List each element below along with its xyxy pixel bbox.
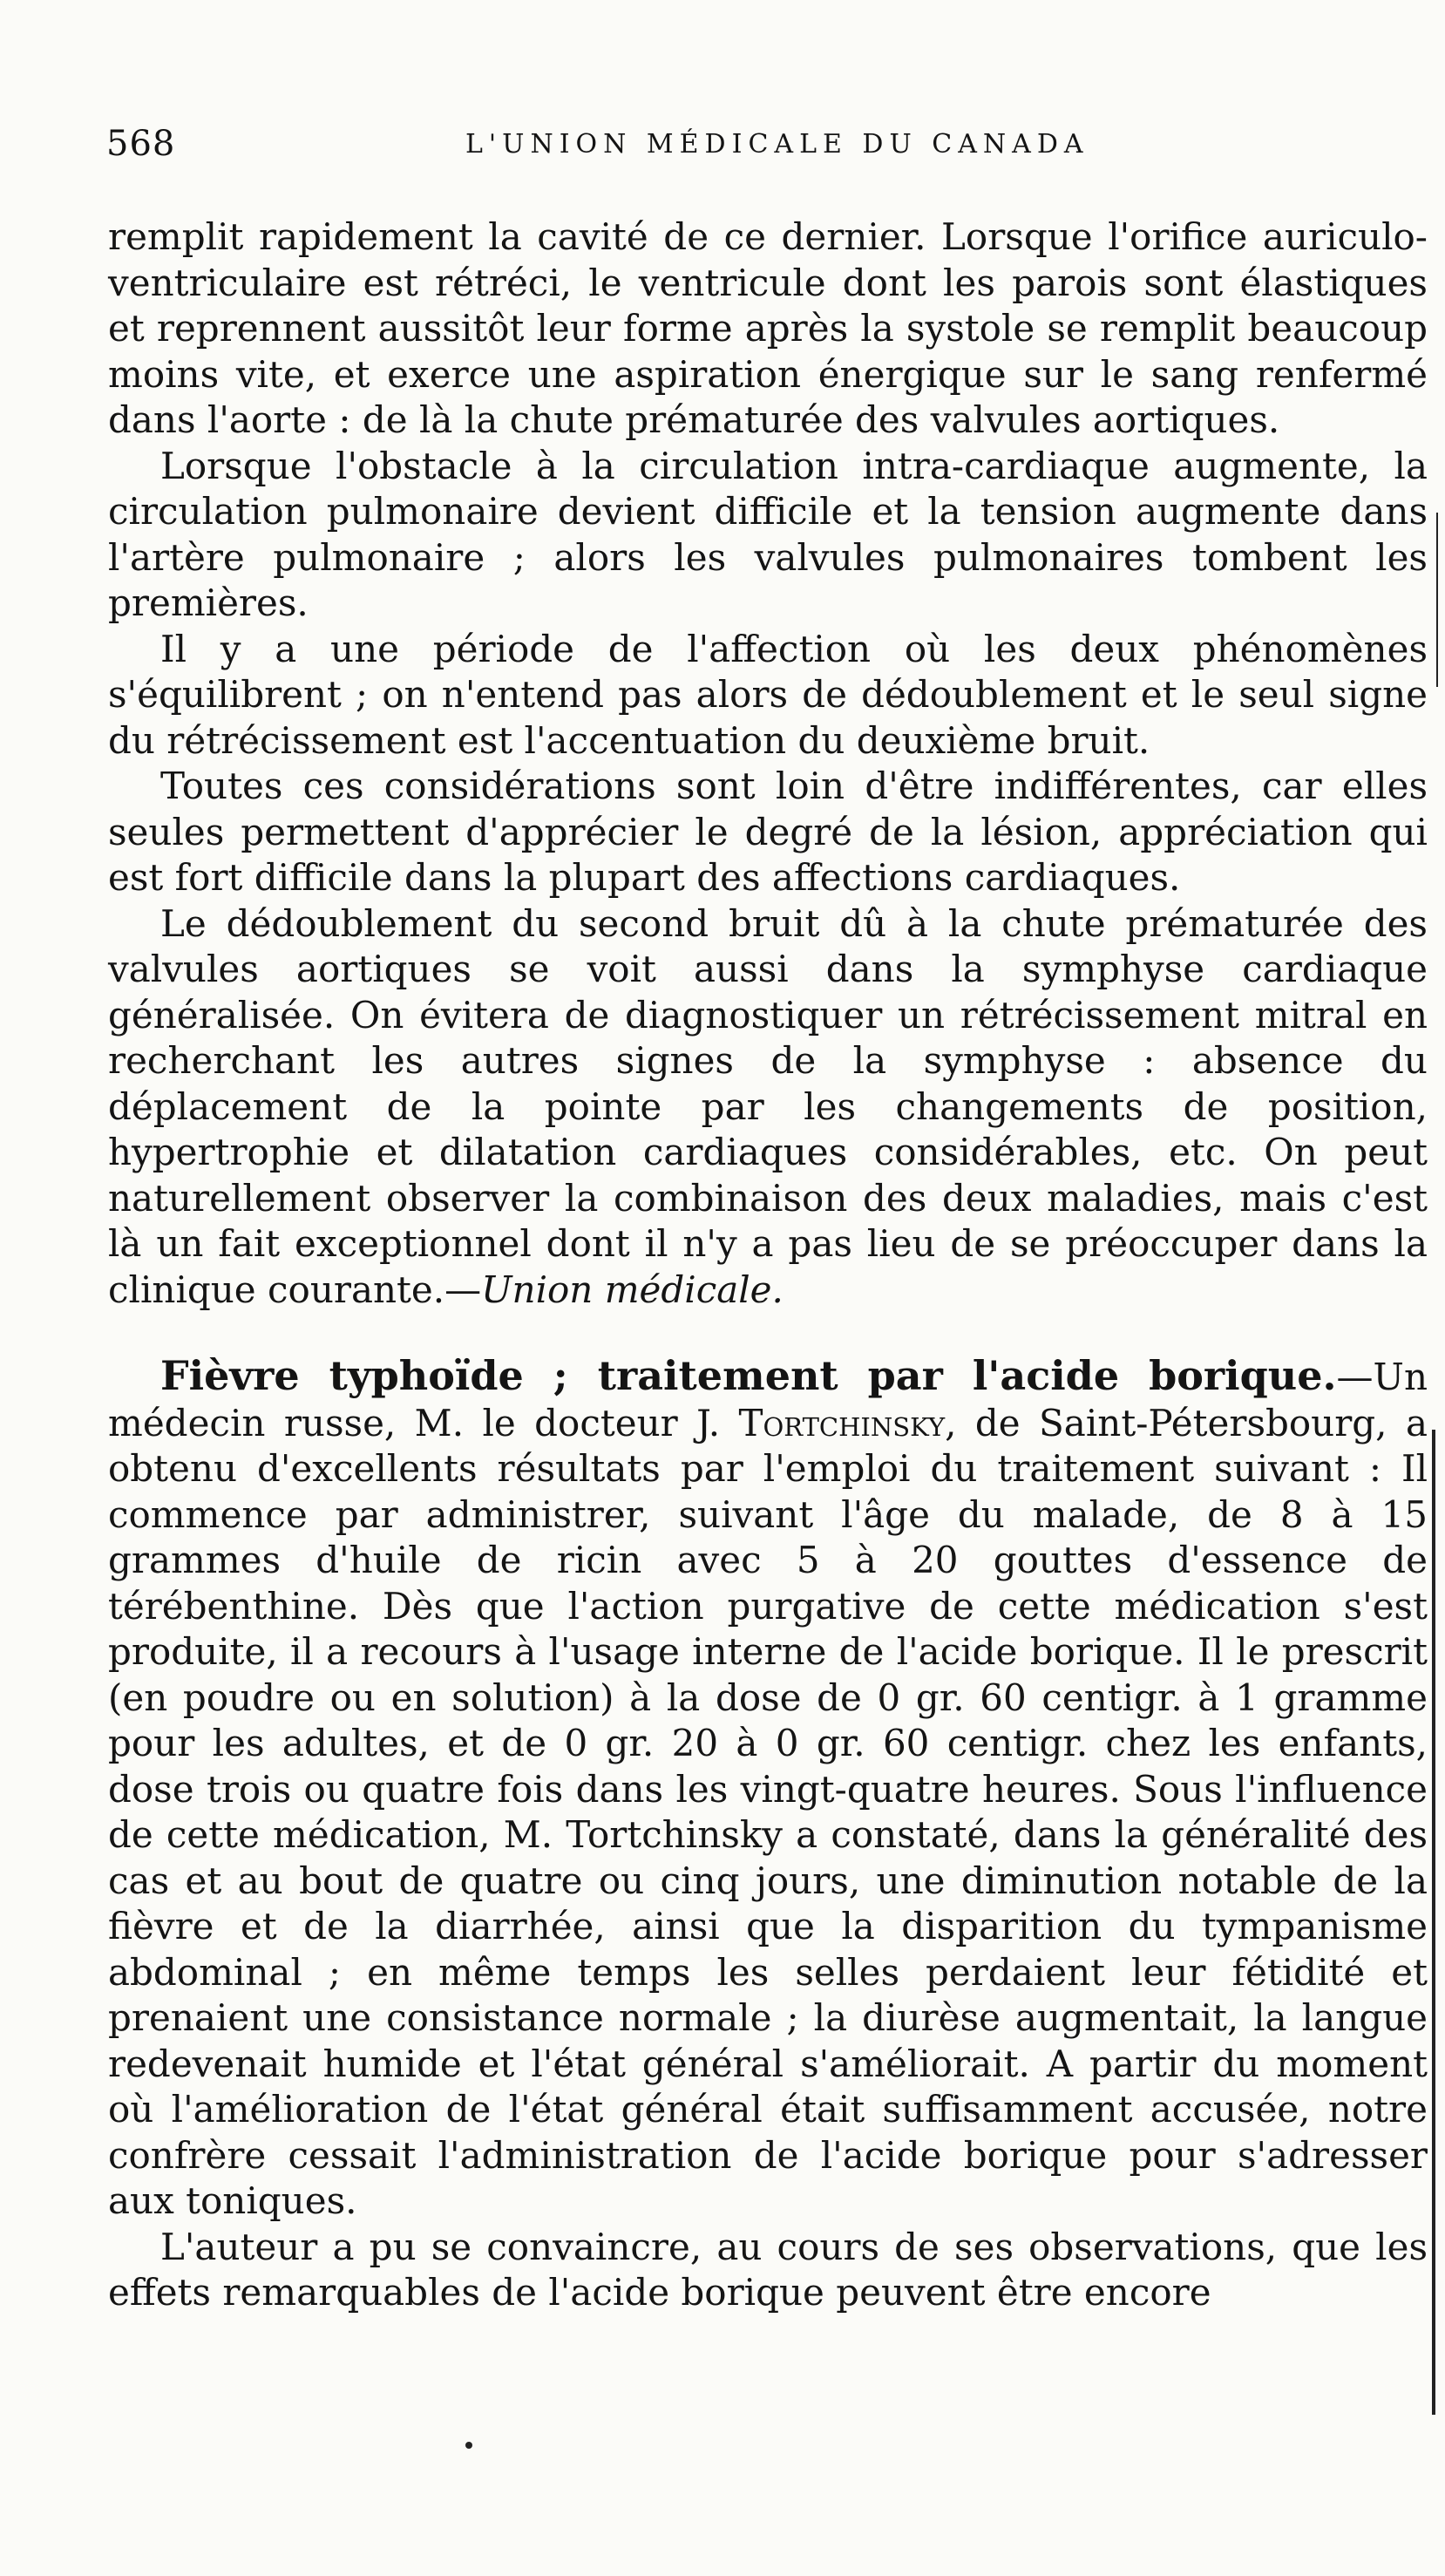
paragraph-2: Lorsque l'obstacle à la circulation intra-cardiaque augmente, la circulation pulmonaire devient difficile et la tension augmente dans l'artère pulmonaire ; alors les valvules pulmonaires tombent les premières. bbox=[108, 444, 1428, 624]
margin-rule-upper bbox=[1436, 513, 1438, 687]
ink-speck bbox=[465, 2442, 472, 2449]
author-name: Tortchinsky bbox=[738, 1401, 946, 1444]
paragraph-5-text: Le dédoublement du second bruit dû à la chute prématurée des valvules aortiques se voit aussi dans la symphyse cardiaque généralisée. On évitera de diagnostiquer un rétrécissement mitral en recherchant les autres signes de la symphyse : absence du déplacement de la pointe par les changements de position, hypertrophie et dilatation cardiaques considérables, etc. On peut naturellement observer la combinaison des deux maladies, mais c'est là un fait exceptionnel dont il n'y a pas lieu de se préoccuper dans la clinique courante.— bbox=[108, 901, 1428, 1311]
running-title: L'UNION MÉDICALE DU CANADA bbox=[465, 129, 1089, 160]
paragraph-3: Il y a une période de l'affection où les deux phénomènes s'équilibrent ; on n'entend pas alors de dédoublement et le seul signe du rétrécissement est l'accentuation du deuxième bruit. bbox=[108, 627, 1428, 762]
article-intro: —Un médecin russe, M. le docteur J. bbox=[108, 1356, 1428, 1444]
page-header bbox=[106, 124, 1431, 176]
article-paragraph-1-text: , de Saint-Pétersbourg, a obtenu d'excellents résultats par l'emploi du traitement suivant : Il commence par administrer, suivant l'âge du malade, de 8 à 15 grammes d'huile de ricin avec 5 à 20 gouttes d'essence de térébenthine. Dès que l'action purgative de cette médication s'est produite, il a recours à l'usage interne de l'acide borique. Il le prescrit (en poudre ou en solution) à la dose de 0 gr. 60 centigr. à 1 gramme pour les adultes, et de 0 gr. 20 à 0 gr. 60 centigr. chez les enfants, dose trois ou quatre fois dans les vingt-quatre heures. Sous l'influence de cette médication, M. Tortchinsky a constaté, dans la généralité des cas et au bout de quatre ou cinq jours, une diminution notable de la fièvre et de la diarrhée, ainsi que la disparition du tympanisme abdominal ; en même temps les selles perdaient leur fétidité et prenaient une consistance normale ; la diurèse augmentait, la langue redevenait humide et l'état général s'améliorait. A partir du moment où l'amélioration de l'état général était suffisamment accusée, notre confrère cessait l'administration de l'acide borique pour s'adresser aux toniques. bbox=[108, 1401, 1428, 2222]
margin-rule bbox=[1432, 1430, 1435, 2415]
article-title: Fièvre typhoïde ; traitement par l'acide borique. bbox=[160, 1352, 1337, 1399]
body-text bbox=[108, 214, 1428, 2316]
paragraph-4: Toutes ces considérations sont loin d'être indifférentes, car elles seules permettent d'apprécier le degré de la lésion, appréciation qui est fort difficile dans la plupart des affections cardiaques. bbox=[108, 765, 1428, 899]
page-number: 568 bbox=[106, 124, 176, 164]
source-citation: Union médicale. bbox=[481, 1268, 784, 1311]
paragraph-5 bbox=[108, 901, 1428, 1314]
article-typhoid-paragraph-1 bbox=[108, 1353, 1428, 2225]
paragraph-1: remplit rapidement la cavité de ce dernier. Lorsque l'orifice auriculo-ventriculaire est rétréci, le ventricule dont les parois sont élastiques et reprennent aussitôt leur forme après la systole se remplit beaucoup moins vite, et exerce une aspiration énergique sur le sang renfermé dans l'aorte : de là la chute prématurée des valvules aortiques. bbox=[108, 215, 1428, 441]
article-typhoid-paragraph-2: L'auteur a pu se convaincre, au cours de ses observations, que les effets remarquables de l'acide borique peuvent être encore bbox=[108, 2225, 1428, 2314]
